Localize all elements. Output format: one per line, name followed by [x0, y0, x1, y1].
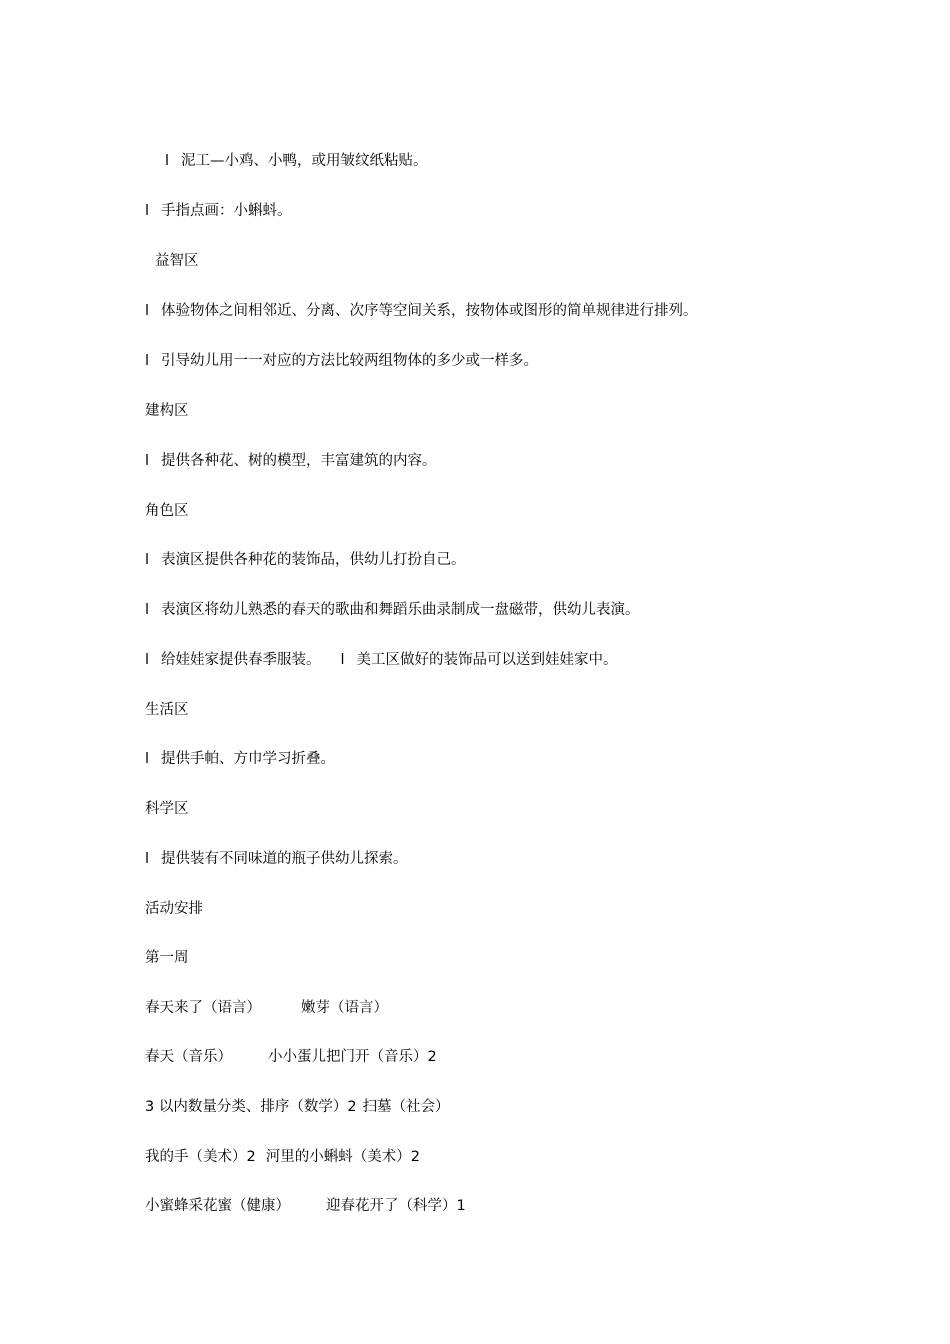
bullet-line: [145, 201, 292, 221]
section-heading: 角色区: [145, 503, 189, 519]
activity-item: 我的手（美术）2: [145, 1149, 256, 1165]
bullet-line: [145, 650, 618, 670]
line-text: 手指点画：小蝌蚪。: [161, 203, 292, 219]
activity-item: 嫩芽（语言）: [301, 1000, 388, 1016]
bullet-marker: l: [145, 353, 150, 369]
activity-item: 小蜜蜂采花蜜（健康）: [145, 1198, 290, 1214]
line-text: 体验物体之间相邻近、分离、次序等空间关系，按物体或图形的简单规律进行排列。: [161, 303, 698, 319]
activity-item: 迎春花开了（科学）1: [326, 1198, 466, 1214]
line-text: 提供手帕、方巾学习折叠。: [161, 751, 335, 767]
line-text: 泥工—小鸡、小鸭，或用皱纹纸粘贴。: [181, 153, 428, 169]
bullet-marker: l: [145, 652, 150, 668]
bullet-line: [145, 849, 408, 869]
bullet-marker: l: [145, 751, 150, 767]
bullet-marker: l: [145, 602, 150, 618]
section-heading: 建构区: [145, 403, 189, 419]
activity-item: 河里的小蝌蚪（美术）2: [265, 1149, 420, 1165]
bullet-line: [145, 600, 640, 620]
bullet-line: [145, 451, 437, 471]
activity-item: 扫墓（社会）: [362, 1099, 450, 1115]
bullet-marker: l: [145, 851, 150, 867]
activity-item: 小小蛋儿把门开（音乐）2: [268, 1049, 437, 1065]
line-text: 提供装有不同味道的瓶子供幼儿探索。: [161, 851, 408, 867]
bullet-marker: l: [145, 303, 150, 319]
activity-line: [145, 998, 388, 1018]
bullet-marker: l: [340, 652, 345, 668]
bullet-line: [145, 351, 538, 371]
bullet-line: [145, 550, 466, 570]
bullet-marker: l: [145, 453, 150, 469]
line-text: 美工区做好的装饰品可以送到娃娃家中。: [356, 652, 618, 668]
activity-item: 春天来了（语言）: [145, 1000, 261, 1016]
section-heading: 益智区: [155, 253, 199, 269]
activity-line: [145, 1097, 450, 1117]
activity-item: 3 以内数量分类、排序（数学）2: [145, 1099, 357, 1115]
line-text: 提供各种花、树的模型，丰富建筑的内容。: [161, 453, 437, 469]
activity-item: 春天（音乐）: [145, 1049, 232, 1065]
section-heading: 生活区: [145, 702, 189, 718]
bullet-marker: l: [165, 153, 170, 169]
section-heading: 活动安排: [145, 901, 203, 917]
week-heading: 第一周: [145, 950, 189, 966]
bullet-marker: l: [145, 203, 150, 219]
section-heading: 科学区: [145, 801, 189, 817]
line-text: 引导幼儿用一一对应的方法比较两组物体的多少或一样多。: [161, 353, 538, 369]
line-text: 表演区将幼儿熟悉的春天的歌曲和舞蹈乐曲录制成一盘磁带，供幼儿表演。: [161, 602, 640, 618]
bullet-line: [145, 749, 335, 769]
bullet-marker: l: [145, 552, 150, 568]
bullet-line: [165, 151, 428, 171]
activity-line: [145, 1047, 437, 1067]
line-text: 表演区提供各种花的装饰品，供幼儿打扮自己。: [161, 552, 466, 568]
bullet-line: [145, 301, 698, 321]
activity-line: [145, 1196, 466, 1216]
activity-line: [145, 1147, 420, 1167]
line-text: 给娃娃家提供春季服装。: [161, 652, 321, 668]
